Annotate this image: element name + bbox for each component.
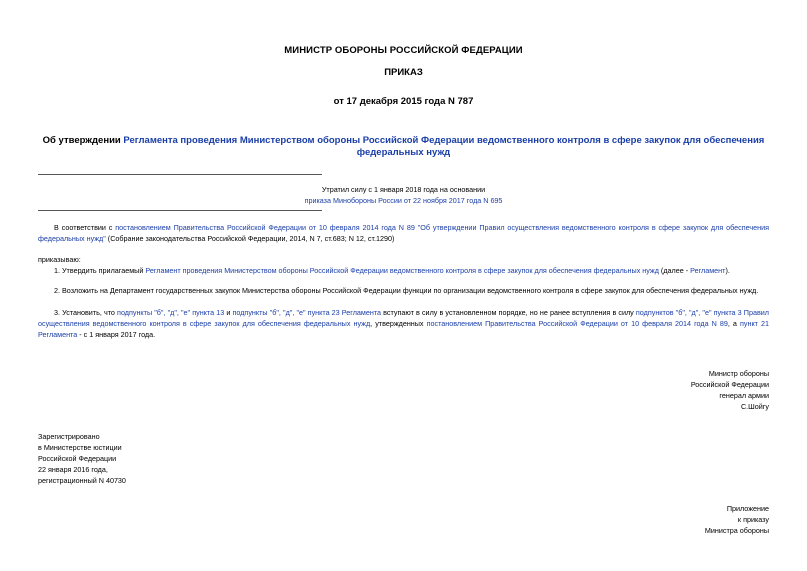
- item-1-text-3: ).: [725, 266, 730, 275]
- registration-line-3: Российской Федерации: [38, 454, 117, 463]
- date-number-heading: от 17 декабря 2015 года N 787: [333, 96, 474, 107]
- item-1-text-2: (далее -: [658, 266, 691, 275]
- doc-type-heading: ПРИКАЗ: [384, 67, 423, 78]
- item-21-link[interactable]: пункт 21 Регламента: [38, 319, 770, 339]
- preamble-text-1: В соответствии с: [54, 223, 116, 232]
- preamble-paragraph: [38, 222, 769, 244]
- registration-line-1: Зарегистрировано: [38, 432, 100, 441]
- document-title: [40, 135, 767, 159]
- decree-89-link[interactable]: постановлением Правительства Российской Федерации от 10 февраля 2014 года N 89: [426, 319, 728, 328]
- item-3-text-3: вступают в силу в установленном порядке, но не ранее вступления в силу: [381, 308, 636, 317]
- signature-position: Министр обороны: [708, 369, 769, 378]
- item-3-text-2: и: [224, 308, 233, 317]
- item-3-paragraph: [38, 307, 769, 340]
- subitems-23-link[interactable]: подпункты "б", "д", "е" пункта 23 Регламента: [232, 308, 382, 317]
- ministry-heading: МИНИСТР ОБОРОНЫ РОССИЙСКОЙ ФЕДЕРАЦИИ: [284, 45, 523, 56]
- signature-rank: генерал армии: [719, 391, 769, 400]
- status-note: [0, 184, 807, 206]
- registration-line-2: в Министерстве юстиции: [38, 443, 122, 452]
- registration-block: [38, 431, 338, 486]
- government-decree-link[interactable]: постановлением Правительства Российской Федерации от 10 февраля 2014 года N 89 "Об утверждении Правил осуществления ведомственного контроля в сфере закупок для обеспечения федеральных нужд": [38, 223, 769, 243]
- divider-bottom: [38, 210, 322, 211]
- repeal-order-link[interactable]: приказа Минобороны России от 22 ноября 2017 года N 695: [304, 196, 503, 205]
- appendix-line-3: Министра обороны: [704, 526, 769, 535]
- appendix-line-2: к приказу: [737, 515, 769, 524]
- item-1-text-1: 1. Утвердить прилагаемый: [54, 266, 146, 275]
- title-prefix: Об утверждении: [42, 135, 124, 146]
- registration-line-5: регистрационный N 40730: [38, 476, 126, 485]
- item-3-text-1: 3. Установить, что: [54, 308, 118, 317]
- regulation-short-link[interactable]: Регламент: [690, 266, 726, 275]
- appendix-line-1: Приложение: [726, 504, 769, 513]
- appendix-block: [520, 503, 769, 536]
- order-word: приказываю:: [38, 255, 81, 264]
- signature-country: Российской Федерации: [690, 380, 769, 389]
- signature-block: [520, 368, 769, 412]
- regulation-link[interactable]: Регламент проведения Министерством обороны Российской Федерации ведомственного контроля в сфере закупок для обеспечения федеральных нужд: [145, 266, 659, 275]
- regulation-title-link[interactable]: Регламента проведения Министерством обороны Российской Федерации ведомственного контроля в сфере закупок для обеспечения федеральных нужд: [123, 135, 765, 158]
- subitems-13-link[interactable]: подпункты "б", "д", "е" пункта 13: [117, 308, 225, 317]
- signature-name: С.Шойгу: [740, 402, 769, 411]
- item-3-text-5: , а: [727, 319, 740, 328]
- status-note-text: Утратил силу с 1 января 2018 года на основании: [321, 185, 486, 194]
- item-2-paragraph: 2. Возложить на Департамент государственных закупок Министерства обороны Российской Федерации функции по организации ведомственного контроля в сфере закупок для обеспечения федеральных нужд.: [54, 286, 759, 295]
- divider-top: [38, 174, 322, 175]
- item-3-text-4: , утвержденных: [370, 319, 427, 328]
- registration-line-4: 22 января 2016 года,: [38, 465, 108, 474]
- rules-subitems-link[interactable]: подпунктов "б", "д", "е" пункта 3 Правил осуществления ведомственного контроля в сфере закупок для обеспечения федеральных нужд: [38, 308, 769, 328]
- item-3-text-6: - с 1 января 2017 года.: [77, 330, 156, 339]
- item-1-paragraph: [38, 265, 769, 276]
- preamble-text-2: (Собрание законодательства Российской Федерации, 2014, N 7, ст.683; N 12, ст.1290): [105, 234, 395, 243]
